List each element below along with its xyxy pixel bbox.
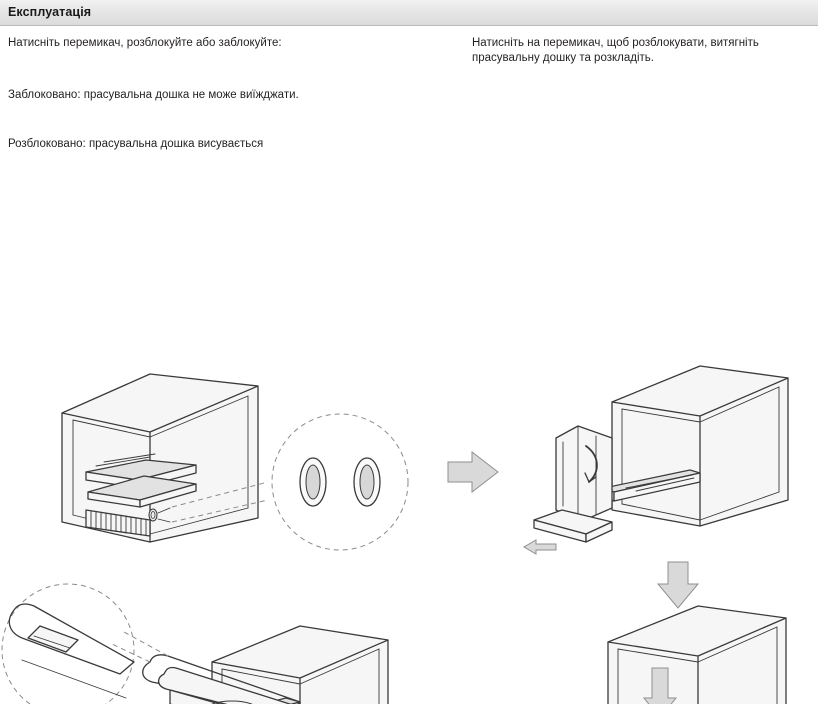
detail-latch-handle: [2, 584, 134, 704]
arrow-down-right: [658, 562, 698, 608]
detail-switch-buttons: [272, 414, 408, 550]
instruction-line-2: Заблоковано: прасувальна дошка не може виїжджати.: [8, 89, 299, 101]
instruction-line-3: Розблоковано: прасувальна дошка висувається: [8, 138, 264, 150]
instruction-line-1: Натисніть перемикач, розблокуйте або заблокуйте:: [8, 37, 282, 49]
step-4-board-open: [112, 626, 388, 704]
arrow-right-top: [448, 452, 498, 492]
illustration-figure: [0, 170, 818, 704]
section-header-bar: [0, 0, 818, 26]
step-2-board-unfolding: [524, 366, 788, 554]
step-1-cabinet-closed: [62, 374, 268, 542]
page-title: Експлуатація: [8, 5, 92, 19]
step-3-board-extended: [543, 606, 786, 704]
instruction-right-paragraph: Натисніть на перемикач, щоб розблокувати, витягніть прасувальну дошку та розкладіть.: [472, 37, 759, 64]
